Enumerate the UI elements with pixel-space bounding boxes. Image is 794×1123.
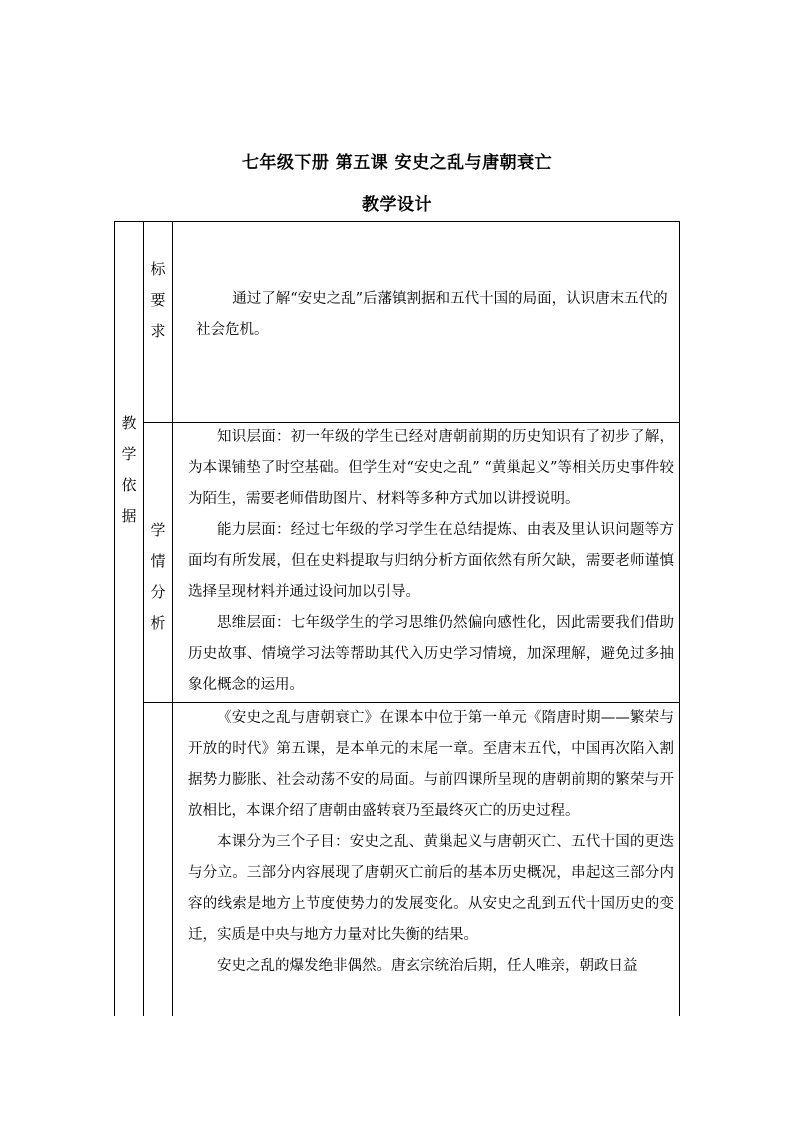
column-divider-2	[172, 221, 173, 1016]
left-header-teaching-basis: 教 学 依 据	[121, 414, 137, 525]
document-title: 七年级下册 第五课 安史之乱与唐朝衰亡	[241, 153, 553, 173]
paragraph: 安史之乱的爆发绝非偶然。唐玄宗统治后期，任人唯亲，朝政日益	[217, 958, 638, 974]
section-content-standards	[196, 284, 674, 346]
paragraph: 《安史之乱与唐朝衰亡》在课本中位于第一单元《隋唐时期——繁荣与开放的时代》第五课，是本单元的末尾一章。至唐末五代，中国再次陷入割据势力膨胀、社会动荡不安的局面。与前四课所呈现的唐朝前期的繁荣与开放相比，本课介绍了唐朝由盛转衰乃至最终灭亡的历史过程。	[188, 710, 674, 819]
paragraph: 本课分为三个子目：安史之乱、黄巢起义与唐朝灭亡、五代十国的更迭与分立。三部分内容展现了唐朝灭亡前后的基本历史概况，串起这三部分内容的线索是地方上节度使势力的发展变化。从安史之乱到五代十国历史的变迁，实质是中央与地方力量对比失衡的结果。	[188, 834, 674, 943]
section-content-student-analysis	[188, 422, 674, 701]
paragraph: 通过了解“安史之乱”后藩镇割据和五代十国的局面，认识唐末五代的社会危机。	[196, 291, 668, 338]
paragraph: 知识层面：初一年级的学生已经对唐朝前期的历史知识有了初步了解，为本课铺垫了时空基础。但学生对“安史之乱” “黄巢起义”等相关历史事件较为陌生，需要老师借助图片、材料等多种方式加以讲授说明。	[188, 429, 674, 507]
document-subtitle: 教学设计	[362, 195, 432, 215]
paragraph: 能力层面：经过七年级的学习学生在总结提炼、由表及里认识问题等方面均有所发展，但在史料提取与归纳分析方面依然有所欠缺，需要老师谨慎选择呈现材料并通过设问加以引导。	[188, 522, 674, 600]
section-content-textbook-analysis	[188, 703, 674, 982]
column-divider-1	[143, 221, 144, 1016]
section-label-standards: 标 要 求	[150, 260, 166, 340]
section-label-student-analysis: 学 情 分 析	[150, 521, 166, 632]
paragraph: 思维层面：七年级学生的学习思维仍然偏向感性化，因此需要我们借助历史故事、情境学习法等帮助其代入历史学习情境，加深理解，避免过多抽象化概念的运用。	[188, 615, 674, 693]
